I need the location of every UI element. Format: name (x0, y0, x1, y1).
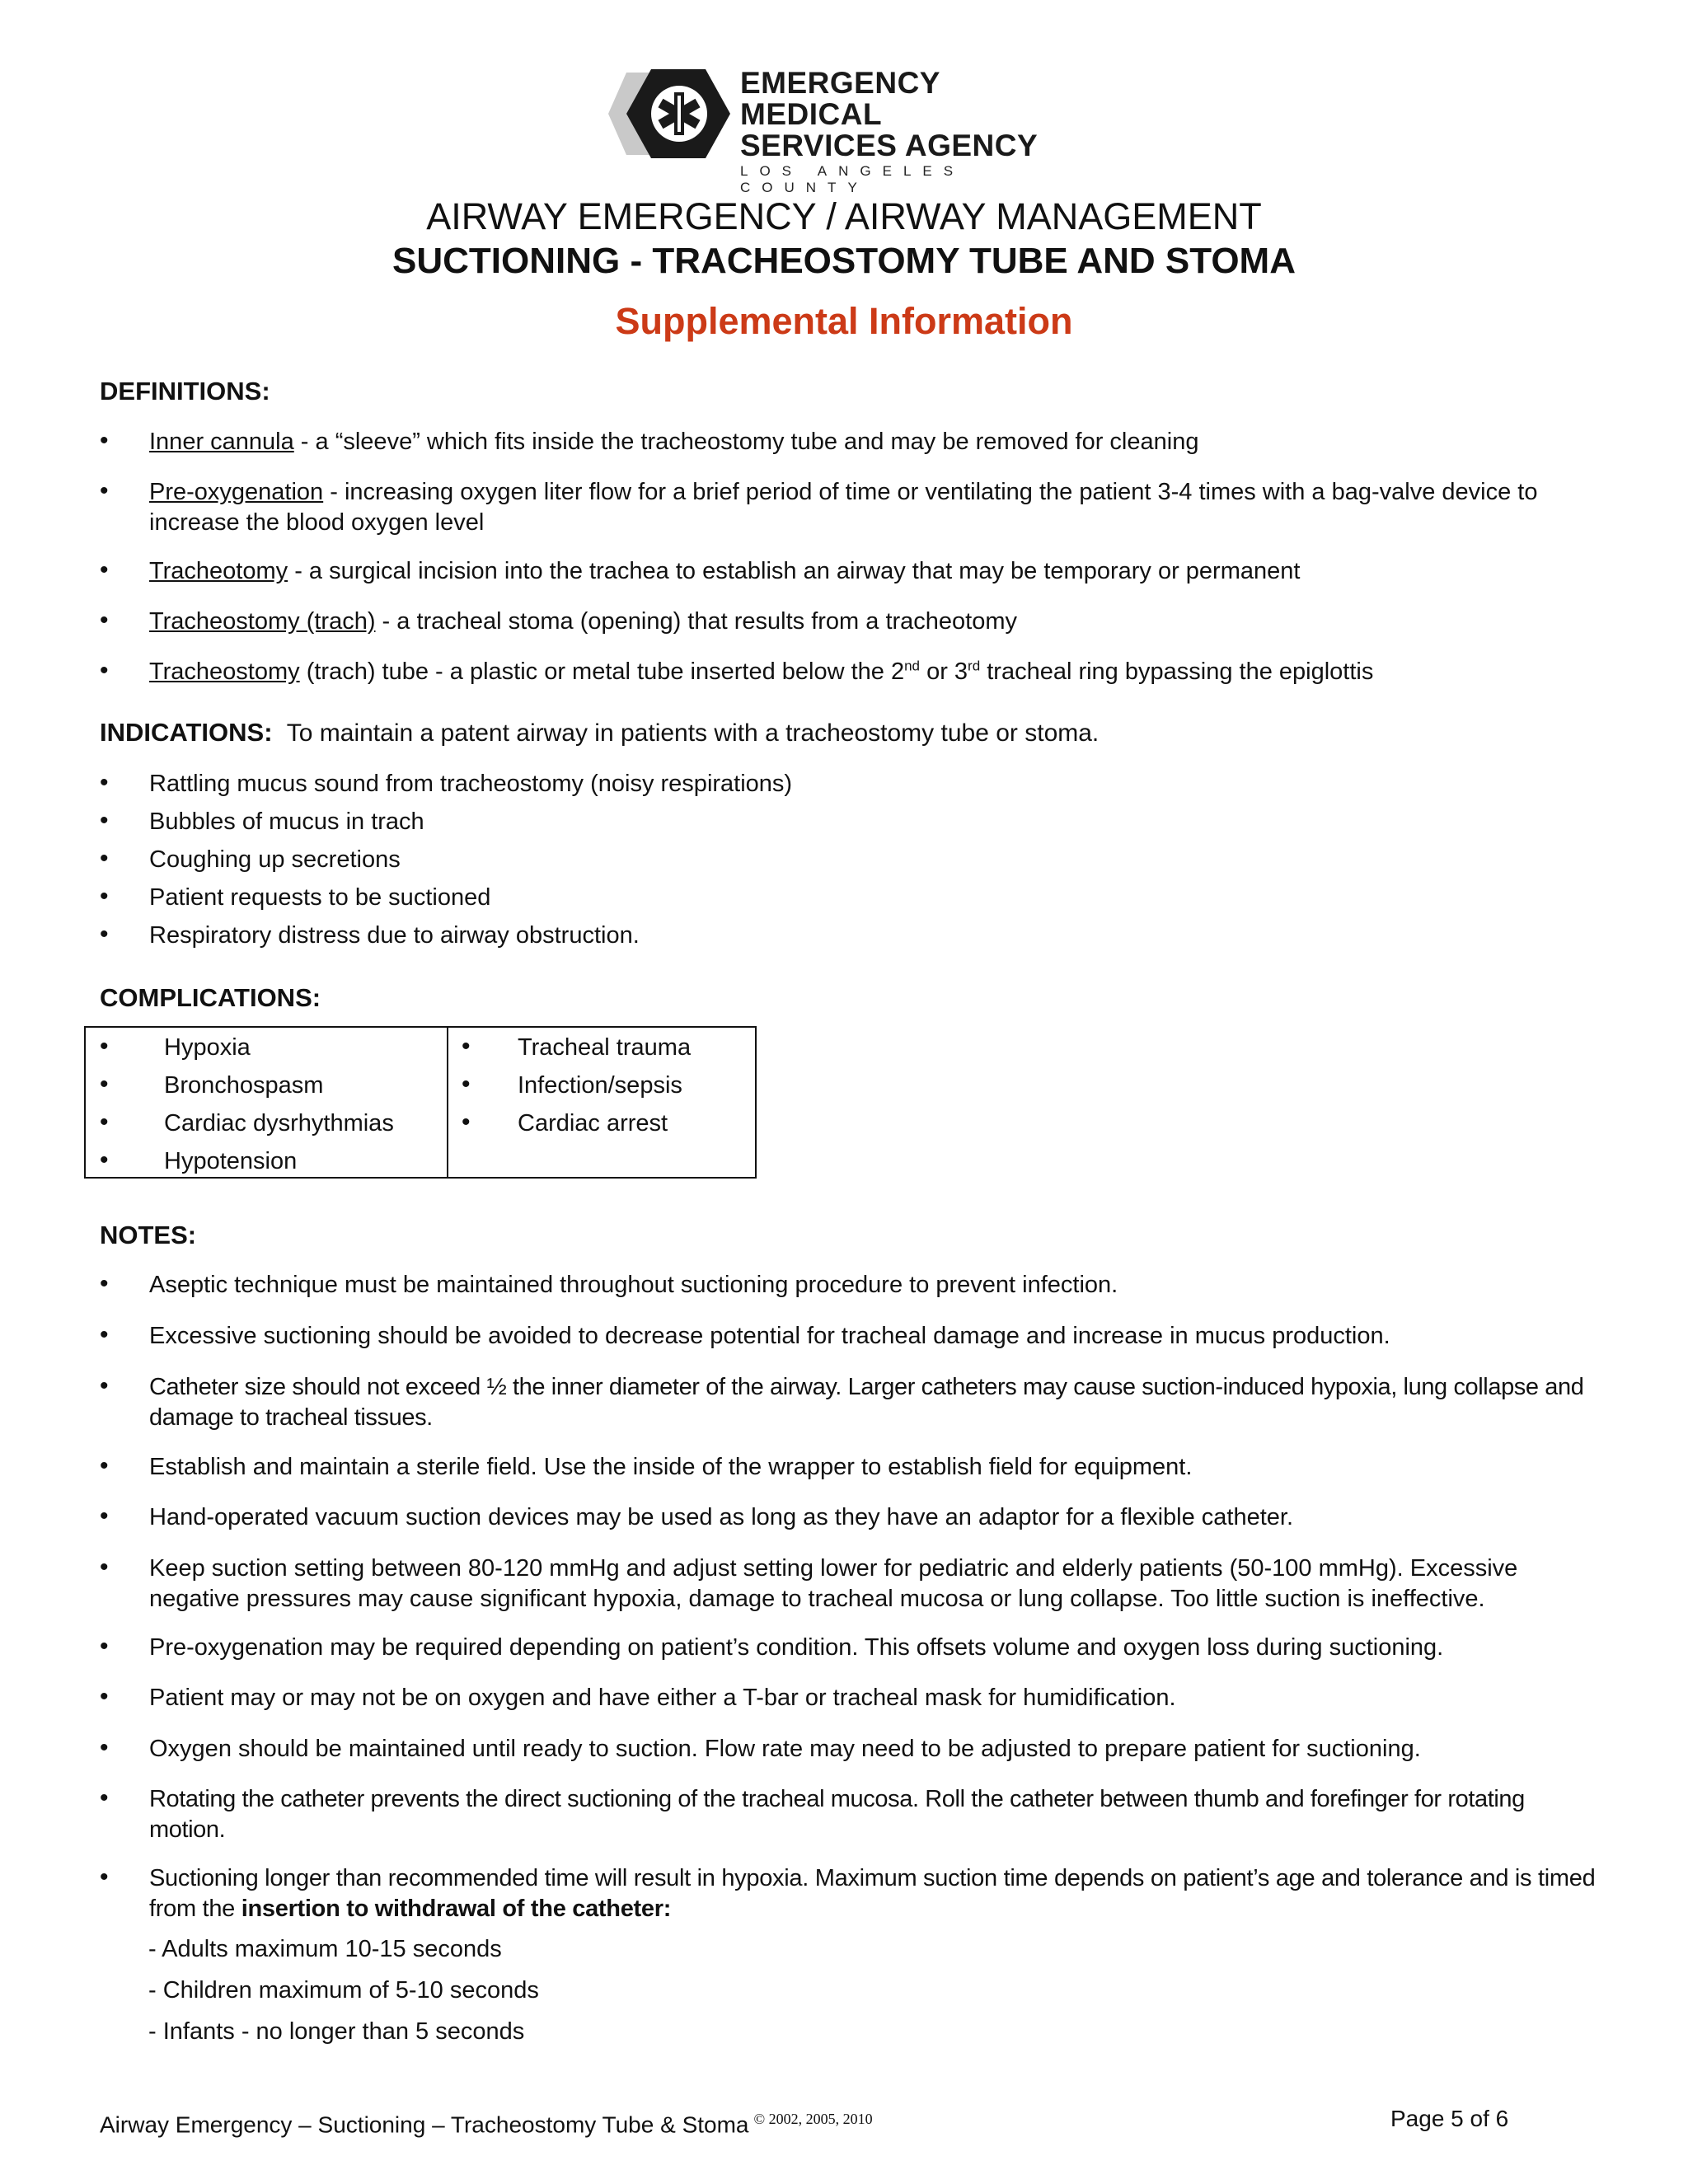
definition-term: Tracheotomy (149, 558, 288, 584)
definition-term: Pre-oxygenation (149, 479, 324, 505)
bullet-icon: • (100, 1033, 109, 1060)
document-page: EMERGENCY MEDICAL SERVICES AGENCY LOS ANGELES COUNTY AIRWAY EMERGENCY / AIRWAY MANAGEMENT SUCTIONING - TRACHEOSTOMY TUBE AND STOMA Supplemental Information DEFINITIONS: • Inner cannula - a “sleeve” which fits inside the tracheostomy tube and may be removed for cleaning • Pre-oxygenation - increasing oxygen liter flow for a brief period of time or ventilating the patient 3-4 times with a bag-valve device to increase the blood oxygen level • Tracheotomy - a surgical incision into the trachea to establish an airway that may be temporary or permanent • Tracheostomy (trach) - a tracheal stoma (opening) that results from a tracheotomy • Tracheostomy (trach) tube - a plastic or metal tube inserted below the 2nd or 3rd tracheal ring bypassing the epiglottis INDICATIONS: To maintain a patent airway in patients with a tracheostomy tube or stoma. • Rattling mucus sound from tracheostomy (noisy respirations) • Bubbles of mucus in trach • Coughing up secretions • Patient requests to be suctioned • Respiratory distress due to airway obstruction. COMPLICATIONS: • Hypoxia • Bronchospasm • Cardiac dysrhythmias • Hypotension • Tracheal trauma • Infection/sepsis • Cardiac arrest NOTES: • Aseptic technique must be maintained throughout suctioning procedure to prevent infection. • Excessive suctioning should be avoided to decrease potential for tracheal damage and increase in mucus production. • Catheter size should not exceed ½ the inner diameter of the airway. Larger catheters may cause suction-induced hypoxia, lung collapse and damage to tracheal tissues. • Establish and maintain a sterile field. Use the inside of the wrapper to establish field for equipment. • Hand-operated vacuum suction devices may be used as long as they have an adaptor for a flexible catheter. • Keep suction setting between 80-120 mmHg and adjust setting lower for pediatric and elderly patients (50-100 mmHg). Excessive negative pressures may cause significant hypoxia, damage to tracheal mucosa or lung collapse. Too little suction is ineffective. • Pre-oxygenation may be required depending on patient’s condition. This offsets volume and oxygen loss during suctioning. • Patient may or may not be on oxygen and have either a T-bar or tracheal mask for humidification. • Oxygen should be maintained until ready to suction. Flow rate may need to be adjusted to prepare patient for suctioning. • Rotating the catheter prevents the direct suctioning of the tracheal mucosa. Roll the catheter between thumb and forefinger for rotating motion. • Suctioning longer than recommended time will result in hypoxia. Maximum suction time depends on patient’s age and tolerance and is timed from the insertion to withdrawal of the catheter: - Adults maximum 10-15 seconds - Children maximum of 5-10 seconds - Infants - no longer than 5 seconds Airway Emergency – Suctioning – Tracheostomy Tube & Stoma $^{© 2002, 2005, 2010}$ Page 5 of 6 (0, 0, 1688, 2184)
page-number: Page 5 of 6 (1390, 2106, 1509, 2131)
bullet-icon: • (100, 1321, 109, 1348)
bullet-icon: • (100, 556, 109, 583)
time-limit-item: - Adults maximum 10-15 seconds (148, 1936, 502, 1962)
bullet-icon: • (100, 607, 109, 634)
definition-text: - a “sleeve” which fits inside the tracheostomy tube and may be removed for cleaning (293, 429, 1199, 455)
footer-text: Airway Emergency – Suctioning – Tracheostomy Tube & Stoma (100, 2111, 749, 2138)
superscript: rd (968, 658, 981, 674)
definition-text: tracheal ring bypassing the epiglottis (980, 658, 1374, 685)
ems-agency-logo (608, 66, 1045, 195)
definition-text: or 3 (920, 658, 968, 685)
bullet-icon: • (100, 1270, 109, 1297)
definition-term: Tracheostomy (149, 658, 300, 685)
bullet-icon: • (100, 477, 109, 504)
bullet-icon: • (100, 1502, 109, 1530)
complications-heading: COMPLICATIONS: (100, 983, 321, 1012)
bullet-icon: • (100, 1452, 109, 1479)
bullet-icon: • (100, 1633, 109, 1660)
bullet-icon: • (100, 1071, 109, 1098)
time-limit-item: - Children maximum of 5-10 seconds (148, 1977, 539, 2004)
copyright-notice: © 2002, 2005, 2010 (753, 2111, 873, 2127)
definition-text: (trach) tube - a plastic or metal tube inserted below the 2 (299, 658, 905, 685)
document-subtitle: SUCTIONING - TRACHEOSTOMY TUBE AND STOMA (392, 241, 1296, 281)
bullet-icon: • (100, 883, 109, 910)
note-text: Suctioning longer than recommended time will result in hypoxia. Maximum suction time depends on patient’s age and tolerance and is timed from the (149, 1865, 1596, 1922)
definition-text: - a surgical incision into the trachea to establish an airway that may be temporary or permanent (288, 558, 1301, 584)
definition-text: - increasing oxygen liter flow for a brief period of time or ventilating the patient 3-4 times with a bag-valve device to increase the blood oxygen level (149, 479, 1538, 536)
bullet-icon: • (100, 921, 109, 948)
bullet-icon: • (100, 1554, 109, 1581)
indications-heading (100, 717, 1099, 749)
complications-table: • Hypoxia • Bronchospasm • Cardiac dysrhythmias • Hypotension • Tracheal trauma • Infection/sepsis • Cardiac arrest (84, 1026, 757, 1179)
definition-term: Tracheostomy (trach) (149, 608, 376, 635)
bullet-icon: • (100, 1784, 109, 1811)
bullet-icon: • (100, 427, 109, 454)
bullet-icon: • (100, 657, 109, 684)
definitions-heading: DEFINITIONS: (100, 377, 270, 405)
bullet-icon: • (100, 1146, 109, 1174)
definition-term: Inner cannula (149, 429, 294, 455)
document-title: AIRWAY EMERGENCY / AIRWAY MANAGEMENT (426, 195, 1262, 237)
star-of-life-icon (608, 66, 732, 162)
bullet-icon: • (100, 1683, 109, 1710)
indications-text: To maintain a patent airway in patients with a tracheostomy tube or stoma. (286, 719, 1100, 747)
bullet-icon: • (100, 1734, 109, 1761)
bullet-icon: • (100, 1372, 109, 1399)
note-emphasis: insertion to withdrawal of the catheter: (241, 1896, 672, 1922)
definition-text: - a tracheal stoma (opening) that results from a tracheotomy (375, 608, 1018, 635)
bullet-icon: • (462, 1108, 471, 1136)
bullet-icon: • (100, 769, 109, 796)
bullet-icon: • (100, 807, 109, 834)
footer-title (100, 2104, 873, 2139)
indications-label: INDICATIONS: (100, 718, 273, 747)
notes-heading: NOTES: (100, 1221, 197, 1249)
logo-line-3: LOS ANGELES COUNTY (740, 163, 965, 195)
time-limit-item: - Infants - no longer than 5 seconds (148, 2018, 525, 2045)
logo-line-2: SERVICES AGENCY (740, 129, 1039, 162)
logo-line-1: EMERGENCY MEDICAL (740, 66, 940, 131)
bullet-icon: • (100, 845, 109, 872)
section-title: Supplemental Information (615, 300, 1073, 342)
bullet-icon: • (100, 1863, 109, 1891)
bullet-icon: • (100, 1108, 109, 1136)
bullet-icon: • (462, 1071, 471, 1098)
bullet-icon: • (462, 1033, 471, 1060)
superscript: nd (904, 658, 921, 674)
